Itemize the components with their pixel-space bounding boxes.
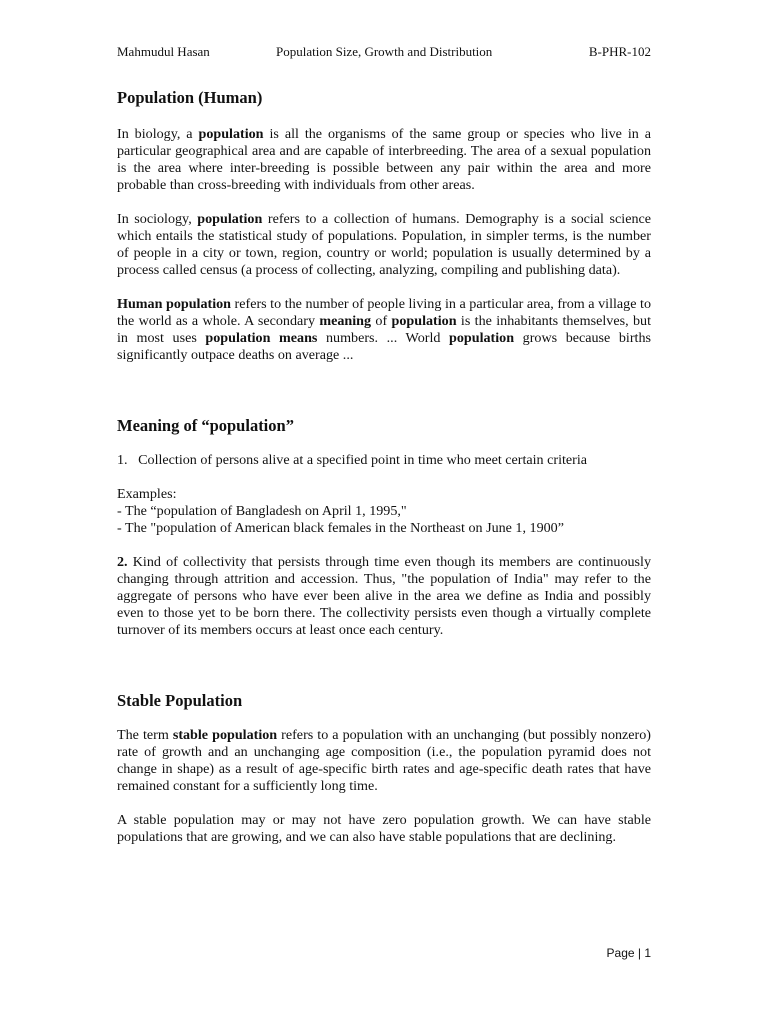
header-course-code: B-PHR-102 — [588, 44, 651, 59]
paragraph-stable-growth: A stable population may or may not have zero population growth. We can have stable populations that are growing, and we can also have stable populations that are declining. — [117, 812, 651, 845]
list-item-1: 1. Collection of persons alive at a specified point in time who meet certain criteria — [117, 452, 588, 468]
header-author: Mahmudul Hasan — [117, 44, 210, 59]
bold-term: population — [198, 126, 264, 142]
text-run: of — [371, 313, 392, 329]
text-run: grows because births significantly outpace deaths on average ... — [117, 330, 651, 363]
section-heading-stable-population: Stable Population — [117, 691, 243, 710]
list-number: 2. — [117, 554, 128, 570]
text-run: refers to a population with an unchanging (but possibly nonzero) rate of growth and an unchanging age composition (i.e., the population pyramid does not change in shape) as a result of age-specific birth rates and age-specific death rates that have remained constant for a sufficiently long time. — [117, 727, 651, 794]
list-item-2 — [117, 554, 651, 639]
page-number: Page | 1 — [606, 946, 651, 960]
example-line-2: - The "population of American black females in the Northeast on June 1, 1900” — [117, 520, 564, 536]
example-line-1: - The “population of Bangladesh on April 1, 1995," — [117, 503, 407, 519]
header-title: Population Size, Growth and Distribution — [276, 44, 493, 59]
text-run: In sociology, — [117, 211, 198, 227]
bold-term: stable population — [172, 727, 278, 743]
paragraph-biology — [117, 126, 651, 194]
text-run: refers to a collection of humans. Demography is a social science which entails the statistical study of populations. Population, in simpler terms, is the number of people in a city or town, region, country or world; population is usually determined by a process called census (a process of collecting, analyzing, compiling and publishing data). — [117, 211, 652, 278]
bold-term: meaning — [319, 313, 372, 329]
page-header — [117, 44, 651, 62]
text-run: is the inhabitants themselves, but in most uses — [117, 313, 651, 346]
section-heading-population-human: Population (Human) — [117, 88, 263, 107]
examples-label: Examples: — [117, 486, 177, 502]
paragraph-sociology — [117, 211, 651, 279]
bold-term: population — [197, 211, 263, 227]
text-run: The term — [117, 727, 173, 743]
paragraph-stable-definition — [117, 727, 651, 795]
text-run: numbers. ... World — [317, 330, 450, 346]
paragraph-human-population — [117, 296, 651, 364]
text-run: refers to the number of people living in a particular area, from a village to the world as a whole. A secondary — [117, 296, 651, 329]
text-run: is all the organisms of the same group or species who live in a particular geographical area and are capable of interbreeding. The area of a sexual population is the area where inter-breeding is possible between any pair within the area and more probable than cross-breeding with individuals from other areas. — [117, 126, 651, 193]
bold-term: population means — [205, 330, 318, 346]
document-body — [117, 88, 651, 846]
bold-term: population — [449, 330, 515, 346]
text-run: In biology, a — [117, 126, 199, 142]
text-run: Kind of collectivity that persists through time even though its members are continuously changing through attrition and accession. Thus, "the population of India" may refer to the aggregate of persons who have ever been alive in the area we define as India and possibly even to those yet to be born there. The collectivity persists even though a virtually complete turnover of its members occurs at least once each century. — [117, 554, 651, 638]
bold-term: Human population — [117, 296, 231, 312]
bold-term: population — [391, 313, 457, 329]
section-heading-meaning: Meaning of “population” — [117, 416, 294, 435]
